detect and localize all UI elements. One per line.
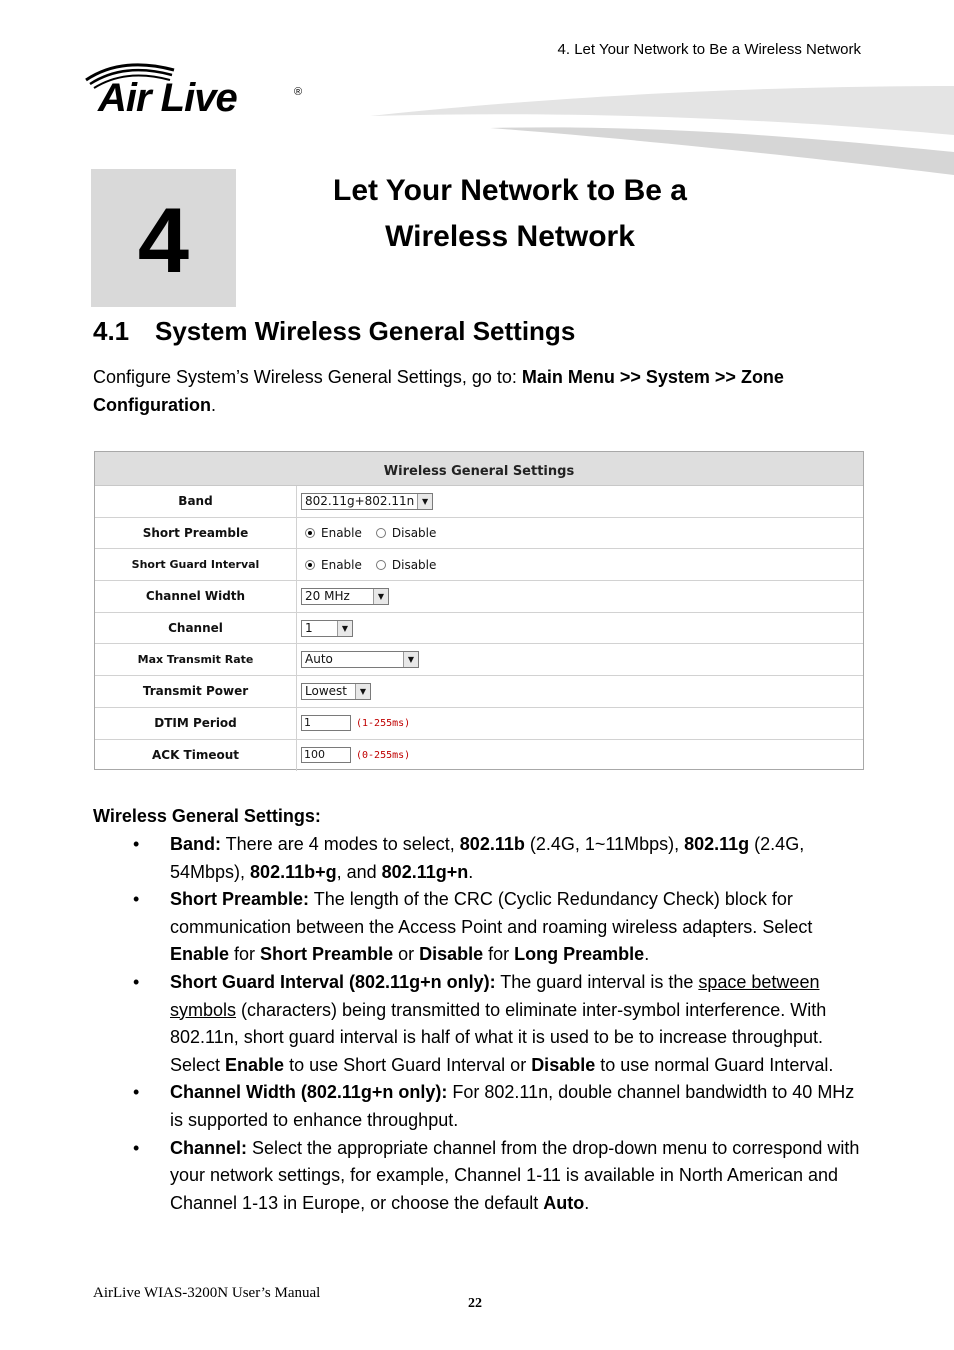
bullet-icon: • [133, 1082, 140, 1103]
settings-row-channel [95, 613, 863, 645]
menu-path: Main Menu >> System >> Zone Configuration [93, 367, 784, 415]
bullet-icon: • [133, 834, 140, 854]
radio-label: Disable [391, 526, 437, 541]
settings-row-band [95, 486, 863, 518]
row-label: Channel [95, 613, 297, 644]
ack-timeout-input[interactable]: 100 [301, 747, 351, 763]
intro-end: . [210, 395, 216, 415]
settings-row-dtim-period [95, 708, 863, 740]
section-number: 4.1 [93, 316, 130, 346]
row-label: Channel Width [95, 581, 297, 612]
space-between-symbols-link[interactable]: space between symbols [170, 971, 820, 1020]
settings-row-channel-width [95, 581, 863, 613]
dropdown-arrow-icon: ▼ [417, 494, 432, 509]
settings-row-short-guard-interval [95, 549, 863, 581]
guard-enable-radio[interactable] [305, 560, 315, 570]
intro-text: Configure System’s Wireless General Settings, go to: [93, 367, 522, 387]
logo-registered-mark: ® [294, 86, 303, 98]
dropdown-arrow-icon: ▼ [337, 621, 352, 636]
row-label: Max Transmit Rate [95, 644, 297, 675]
band-select[interactable]: 802.11g+802.11n ▼ [301, 493, 433, 510]
settings-row-short-preamble [95, 518, 863, 550]
logo-text: Air Live [98, 76, 237, 120]
max-rate-select[interactable]: Auto ▼ [301, 651, 419, 668]
list-item-channel: • Channel: Select the appropriate channel from the drop-down menu to correspond with your network settings, for example, Channel 1-11 is available in North American and Channel 1-13 in Europe, or choose the default Auto. [93, 1135, 865, 1218]
description-heading: Wireless General Settings: [93, 806, 321, 826]
bullet-icon: • [133, 889, 140, 910]
dtim-hint: (1-255ms) [356, 717, 411, 729]
dropdown-arrow-icon: ▼ [403, 652, 418, 667]
guard-disable-radio[interactable] [376, 560, 386, 570]
chapter-number: 4 [137, 190, 190, 292]
running-header: 4. Let Your Network to Be a Wireless Network [557, 41, 861, 58]
airlive-logo [82, 58, 312, 122]
intro-paragraph [93, 363, 863, 419]
panel-title: Wireless General Settings [95, 452, 863, 486]
dtim-input[interactable]: 1 [301, 715, 351, 731]
list-item-channel-width: • Channel Width (802.11g+n only): For 802.11n, double channel bandwidth to 40 MHz is supported to enhance throughput. [93, 1079, 865, 1134]
chapter-title-line2: Wireless Network [385, 220, 635, 253]
row-label: Band [95, 486, 297, 517]
radio-label: Enable [321, 526, 362, 541]
channel-width-select[interactable]: 20 MHz ▼ [301, 588, 389, 605]
preamble-disable-radio[interactable] [376, 528, 386, 538]
section-title: System Wireless General Settings [155, 316, 576, 346]
chapter-number-box [91, 169, 236, 307]
row-label: ACK Timeout [95, 740, 297, 772]
ack-timeout-hint: (0-255ms) [356, 749, 411, 761]
dropdown-arrow-icon: ▼ [373, 589, 388, 604]
list-item-short-preamble: • Short Preamble: The length of the CRC (Cyclic Redundancy Check) block for communication between the Access Point and roaming wireless adapters. Select Enable for Short Preamble or Disable for Long Preamble. [93, 886, 865, 969]
dropdown-arrow-icon: ▼ [355, 684, 370, 699]
description-list [93, 831, 865, 1217]
row-label: Transmit Power [95, 676, 297, 707]
channel-select[interactable]: 1 ▼ [301, 620, 353, 637]
preamble-enable-radio[interactable] [305, 528, 315, 538]
settings-row-ack-timeout [95, 740, 863, 772]
wireless-settings-panel [94, 451, 864, 770]
list-item-short-guard-interval: • Short Guard Interval (802.11g+n only): The guard interval is the space between symbols (characters) being transmitted to eliminate inter-symbol interference. With 802.11n, short guard interval is half of what it is used to be to increase throughput. Select Enable to use Short Guard Interval or Disable to use normal Guard Interval. [93, 969, 865, 1079]
bullet-icon: • [133, 1137, 140, 1158]
chapter-title-line1: Let Your Network to Be a [333, 174, 687, 207]
settings-row-transmit-power [95, 676, 863, 708]
bullet-icon: • [133, 971, 140, 992]
chapter-title [300, 168, 720, 260]
page-number: 22 [468, 1296, 482, 1311]
settings-row-max-transmit-rate [95, 644, 863, 676]
radio-label: Disable [391, 557, 437, 572]
row-label: Short Preamble [95, 518, 297, 549]
list-item-band: • Band: There are 4 modes to select, 802.11b (2.4G, 1~11Mbps), 802.11g (2.4G, 54Mbps), 802.11b+g, and 802.11g+n. [93, 831, 865, 886]
section-heading [93, 316, 575, 347]
transmit-power-select[interactable]: Lowest ▼ [301, 683, 371, 700]
radio-label: Enable [321, 557, 362, 572]
row-label: Short Guard Interval [95, 549, 297, 580]
footer-manual-name: AirLive WIAS-3200N User’s Manual [93, 1285, 321, 1301]
row-label: DTIM Period [95, 708, 297, 739]
